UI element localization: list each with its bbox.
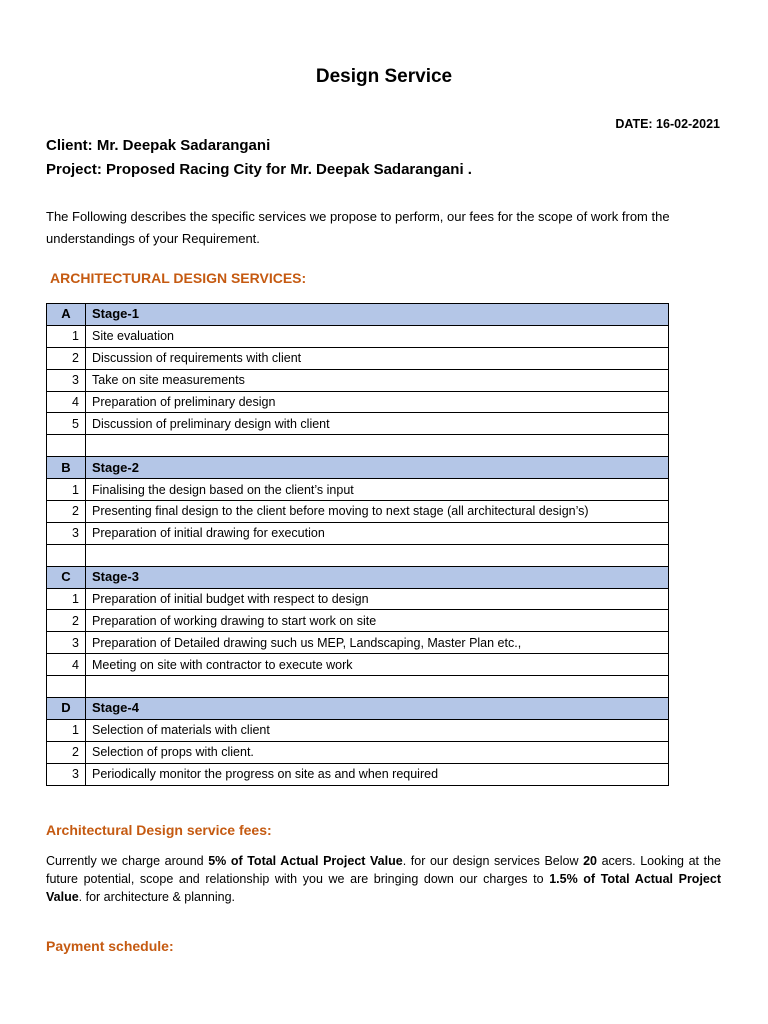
stages-table bbox=[46, 303, 669, 786]
item-number: 3 bbox=[47, 369, 86, 391]
table-row bbox=[47, 522, 669, 544]
table-row bbox=[47, 347, 669, 369]
table-row bbox=[47, 719, 669, 741]
item-description: Finalising the design based on the client’s input bbox=[86, 479, 669, 501]
stage-label: Stage-1 bbox=[86, 304, 669, 326]
stage-header-row bbox=[47, 566, 669, 588]
item-number: 4 bbox=[47, 391, 86, 413]
item-number: 1 bbox=[47, 325, 86, 347]
item-number: 2 bbox=[47, 741, 86, 763]
stage-label: Stage-4 bbox=[86, 698, 669, 720]
table-row bbox=[47, 325, 669, 347]
item-description: Preparation of initial drawing for execution bbox=[86, 522, 669, 544]
fees-text-4: . for architecture & planning. bbox=[78, 890, 236, 904]
item-number: 1 bbox=[47, 588, 86, 610]
client-line: Client: Mr. Deepak Sadarangani bbox=[46, 137, 271, 154]
item-description: Meeting on site with contractor to execute work bbox=[86, 654, 669, 676]
item-number: 2 bbox=[47, 501, 86, 523]
fees-paragraph bbox=[46, 852, 721, 906]
stage-header-row bbox=[47, 698, 669, 720]
fees-heading: Architectural Design service fees: bbox=[46, 822, 272, 838]
stage-label: Stage-3 bbox=[86, 566, 669, 588]
table-row bbox=[47, 369, 669, 391]
item-description: Site evaluation bbox=[86, 325, 669, 347]
table-row bbox=[47, 610, 669, 632]
spacer-cell bbox=[47, 544, 86, 566]
table-row bbox=[47, 763, 669, 785]
item-description: Preparation of working drawing to start work on site bbox=[86, 610, 669, 632]
spacer-cell bbox=[47, 676, 86, 698]
spacer-row bbox=[47, 676, 669, 698]
item-description: Discussion of preliminary design with client bbox=[86, 413, 669, 435]
spacer-cell bbox=[86, 435, 669, 457]
item-description: Presenting final design to the client before moving to next stage (all architectural design’s) bbox=[86, 501, 669, 523]
table-row bbox=[47, 501, 669, 523]
stage-header-row bbox=[47, 457, 669, 479]
item-number: 3 bbox=[47, 763, 86, 785]
item-number: 2 bbox=[47, 610, 86, 632]
stage-letter: C bbox=[47, 566, 86, 588]
stage-letter: B bbox=[47, 457, 86, 479]
spacer-cell bbox=[86, 676, 669, 698]
stage-label: Stage-2 bbox=[86, 457, 669, 479]
item-number: 1 bbox=[47, 719, 86, 741]
item-number: 4 bbox=[47, 654, 86, 676]
item-description: Preparation of initial budget with respect to design bbox=[86, 588, 669, 610]
project-line: Project: Proposed Racing City for Mr. Deepak Sadarangani . bbox=[46, 161, 472, 178]
table-row bbox=[47, 479, 669, 501]
item-number: 3 bbox=[47, 522, 86, 544]
table-row bbox=[47, 391, 669, 413]
fees-text-3: acers. Looking at the future potential, scope and relationship with you we are bringing down our charges to bbox=[46, 854, 721, 886]
item-number: 5 bbox=[47, 413, 86, 435]
item-description: Selection of props with client. bbox=[86, 741, 669, 763]
table-row bbox=[47, 588, 669, 610]
fees-percent-1-5: 1.5% of Total Actual Project Value bbox=[46, 872, 721, 904]
table-row bbox=[47, 632, 669, 654]
stage-letter: D bbox=[47, 698, 86, 720]
spacer-row bbox=[47, 544, 669, 566]
fees-text-1: Currently we charge around bbox=[46, 854, 209, 868]
fees-acres: 20 bbox=[583, 854, 597, 868]
item-description: Discussion of requirements with client bbox=[86, 347, 669, 369]
spacer-cell bbox=[86, 544, 669, 566]
fees-text-2: . for our design services Below bbox=[402, 854, 584, 868]
intro-paragraph: The Following describes the specific services we propose to perform, our fees for the scope of work from the understandings of your Requirement. bbox=[46, 209, 670, 246]
architectural-services-heading: ARCHITECTURAL DESIGN SERVICES: bbox=[50, 270, 307, 286]
spacer-row bbox=[47, 435, 669, 457]
item-number: 2 bbox=[47, 347, 86, 369]
item-description: Take on site measurements bbox=[86, 369, 669, 391]
page-title: Design Service bbox=[315, 66, 453, 87]
spacer-cell bbox=[47, 435, 86, 457]
item-number: 1 bbox=[47, 479, 86, 501]
table-row bbox=[47, 741, 669, 763]
payment-schedule-heading: Payment schedule: bbox=[46, 938, 174, 954]
fees-percent-5: 5% of Total Actual Project Value bbox=[208, 854, 403, 868]
stage-letter: A bbox=[47, 304, 86, 326]
item-description: Periodically monitor the progress on site as and when required bbox=[86, 763, 669, 785]
item-number: 3 bbox=[47, 632, 86, 654]
stage-header-row bbox=[47, 304, 669, 326]
table-row bbox=[47, 413, 669, 435]
table-row bbox=[47, 654, 669, 676]
document-date: DATE: 16-02-2021 bbox=[615, 117, 720, 131]
item-description: Preparation of Detailed drawing such us MEP, Landscaping, Master Plan etc., bbox=[86, 632, 669, 654]
item-description: Preparation of preliminary design bbox=[86, 391, 669, 413]
item-description: Selection of materials with client bbox=[86, 719, 669, 741]
